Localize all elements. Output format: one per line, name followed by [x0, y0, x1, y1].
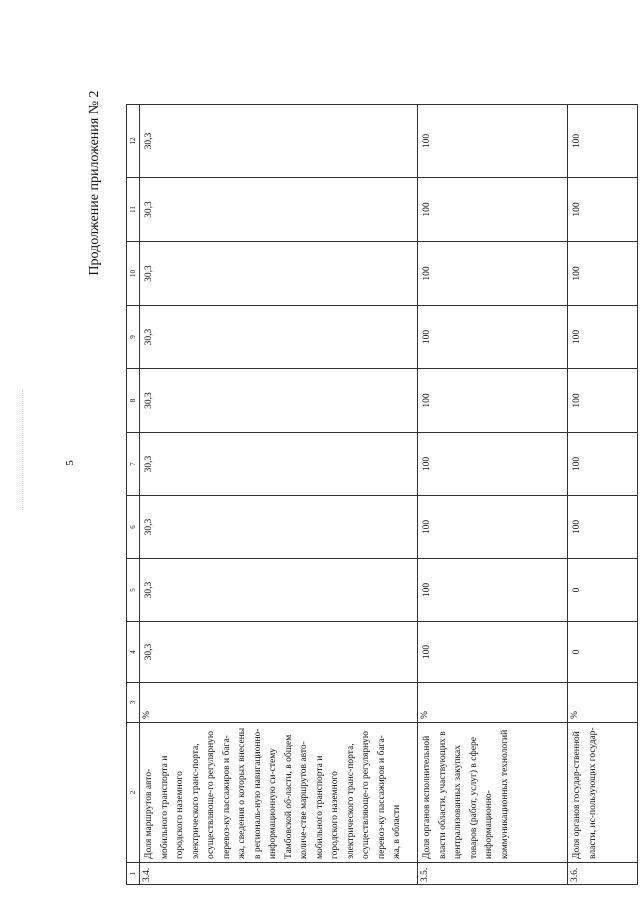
- value-cell: 100: [568, 105, 638, 178]
- page-heading: Продолжение приложения № 2: [87, 90, 102, 276]
- scan-mark: [22, 390, 25, 510]
- table-row: [140, 105, 418, 885]
- column-header: 4: [127, 622, 140, 683]
- header-row: [127, 105, 140, 885]
- value-cell: 100: [418, 242, 568, 306]
- row-number: 3.4.: [140, 863, 418, 885]
- value-cell: 100: [418, 496, 568, 559]
- value-cell: 100: [568, 369, 638, 433]
- column-header: 9: [127, 306, 140, 369]
- unit-cell: %: [418, 683, 568, 723]
- value-cell: 100: [418, 559, 568, 622]
- column-header: 3: [127, 683, 140, 723]
- value-cell: 100: [418, 306, 568, 369]
- value-cell: 0: [568, 559, 638, 622]
- column-header: 1: [127, 863, 140, 885]
- column-header: 6: [127, 496, 140, 559]
- value-cell: 100: [418, 622, 568, 683]
- column-header: 11: [127, 178, 140, 242]
- unit-cell: %: [568, 683, 638, 723]
- indicator-name: Доля маршрутов авто-мобильного транспорта и городского наземного электрического транс-порта, осуществляюще-го регулярную перевоз-ку пассажиров и бага-жа, сведения о которых внесены в региональ-ную навигационно-информационную си-стему Тамбовской об-ласти, в общем количе-стве маршрутов авто-мобильного транспорта и городского наземного электрического транс-порта, осуществляюще-го регулярную перевоз-ку пассажиров и бага-жа, в области: [140, 723, 418, 863]
- value-cell: 30,3: [140, 306, 418, 369]
- value-cell: 100: [418, 178, 568, 242]
- indicator-table: [126, 105, 638, 885]
- column-header: 7: [127, 433, 140, 496]
- table-row: [568, 105, 638, 885]
- value-cell: 100: [568, 433, 638, 496]
- value-cell: 100: [568, 306, 638, 369]
- value-cell: 30,3: [140, 242, 418, 306]
- value-cell: 30,3: [140, 433, 418, 496]
- table-row: [418, 105, 568, 885]
- indicator-name: Доля органов государ-ственной власти, ис-пользующих государ-: [568, 723, 638, 863]
- column-header: 8: [127, 369, 140, 433]
- value-cell: 100: [568, 178, 638, 242]
- column-header: 5: [127, 559, 140, 622]
- value-cell: 100: [568, 242, 638, 306]
- value-cell: 100: [418, 369, 568, 433]
- value-cell: 100: [418, 433, 568, 496]
- value-cell: 30,3: [140, 369, 418, 433]
- value-cell: 0: [568, 622, 638, 683]
- unit-cell: %: [140, 683, 418, 723]
- page-number: 5: [64, 460, 76, 466]
- value-cell: 30,3: [140, 105, 418, 178]
- column-header: 2: [127, 723, 140, 863]
- value-cell: 30,3: [140, 559, 418, 622]
- value-cell: 100: [418, 105, 568, 178]
- row-number: 3.5.: [418, 863, 568, 885]
- value-cell: 30,3: [140, 622, 418, 683]
- row-number: 3.6.: [568, 863, 638, 885]
- value-cell: 100: [568, 496, 638, 559]
- value-cell: 30,3: [140, 496, 418, 559]
- column-header: 10: [127, 242, 140, 306]
- value-cell: 30,3: [140, 178, 418, 242]
- column-header: 12: [127, 105, 140, 178]
- indicator-name: Доля органов исполнительной власти области, участвующих в централизованных закупках товаров (работ, услуг) в сфере информационно-коммуникационных технологий: [418, 723, 568, 863]
